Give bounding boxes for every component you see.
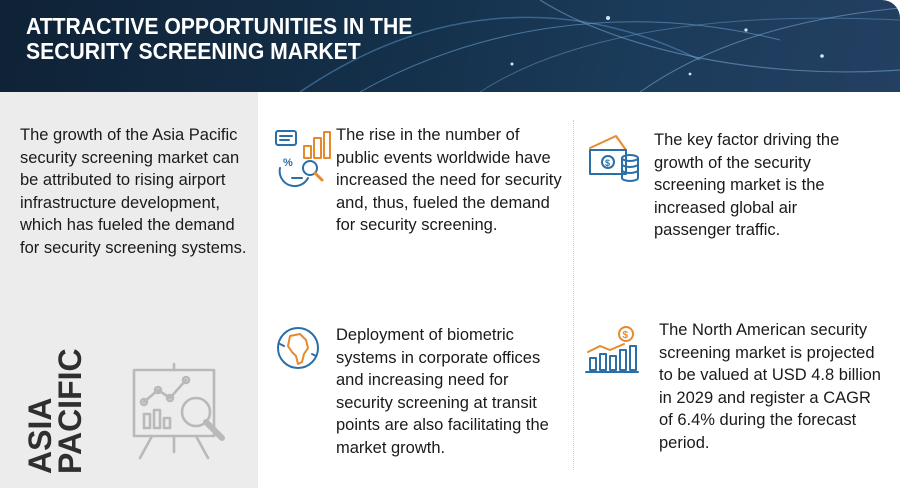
money-coins-icon: [586, 132, 642, 186]
events-text: The rise in the number of public events worldwide have increased the need for security and, thus, fueled the demand for security screening.: [336, 126, 562, 234]
svg-text:$: $: [605, 158, 611, 168]
title-line-2: SECURITY SCREENING MARKET: [26, 38, 361, 64]
column-divider: [573, 120, 574, 470]
analytics-chart-icon: [272, 128, 332, 188]
air-traffic-text: The key factor driving the growth of the security screening market is the increased global air passenger traffic.: [654, 131, 840, 239]
region-label-line-1: ASIA: [22, 397, 58, 474]
svg-text:%: %: [283, 157, 293, 169]
region-label: [22, 344, 88, 474]
north-america-text: The North American security screening market is projected to be valued at USD 4.8 billion in 2029 and register a CAGR of 6.4% during the forecast period.: [659, 321, 881, 452]
growth-chart-dollar-icon: [584, 326, 640, 376]
title-line-1: ATTRACTIVE OPPORTUNITIES IN THE: [26, 13, 413, 39]
svg-text:$: $: [622, 330, 629, 341]
header-banner: [0, 0, 900, 92]
presentation-magnifier-icon: [130, 362, 234, 464]
biometric-text: Deployment of biometric systems in corporate offices and increasing need for security screening at transit points are also facilitating the market growth.: [336, 326, 549, 457]
globe-africa-icon: [274, 324, 322, 372]
asia-pacific-text: The growth of the Asia Pacific security screening market can be attributed to rising airport infrastructure development, which has fueled the demand for security screening systems.: [20, 126, 247, 257]
page-title: [26, 14, 412, 64]
region-label-line-2: PACIFIC: [52, 348, 88, 474]
